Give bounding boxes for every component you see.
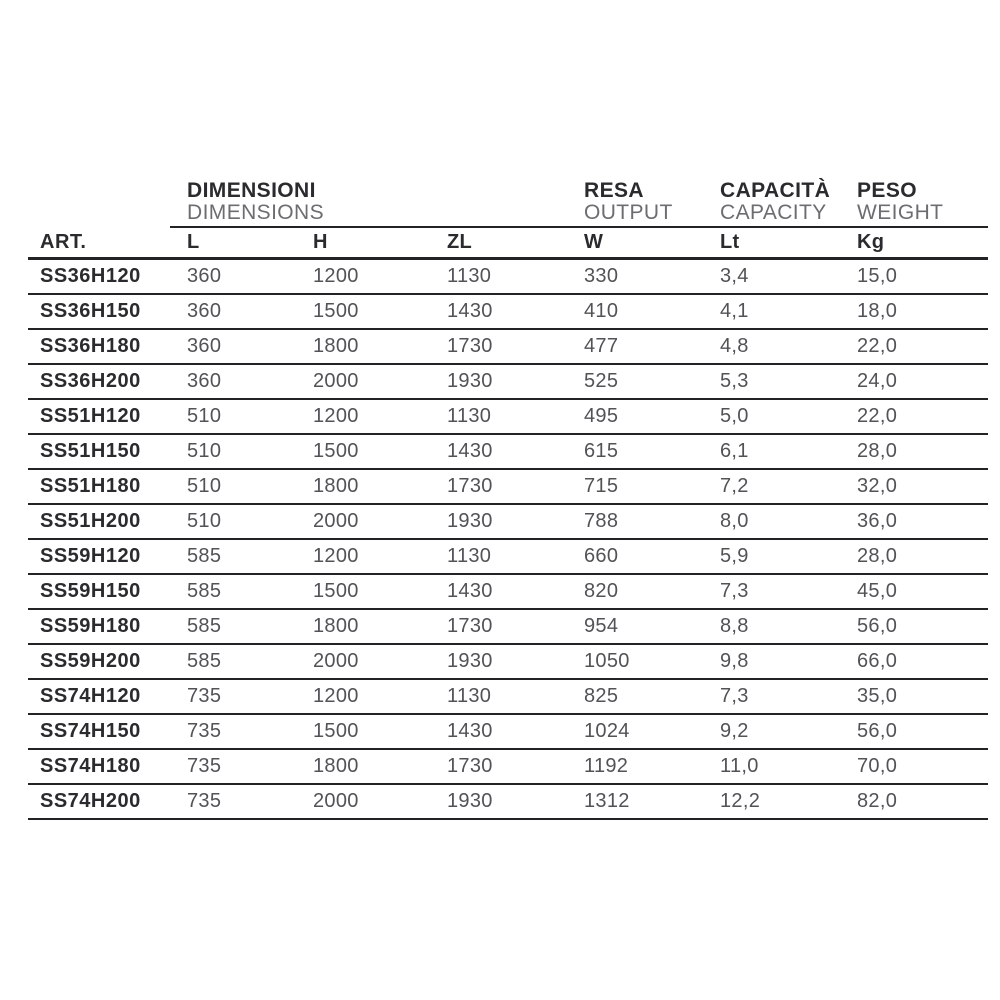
value-cell: 15,0 [857, 265, 898, 287]
table-body [28, 260, 988, 820]
group-label-secondary: DIMENSIONS [187, 201, 325, 224]
column-header-lt: Lt [720, 230, 740, 253]
value-cell: 1430 [447, 580, 493, 602]
value-cell: 56,0 [857, 615, 898, 637]
value-cell: 510 [187, 405, 222, 427]
value-cell: 1024 [584, 720, 630, 742]
spec-table [28, 178, 988, 820]
value-cell: 1430 [447, 440, 493, 462]
value-cell: 735 [187, 720, 222, 742]
value-cell: 45,0 [857, 580, 898, 602]
table-row [28, 645, 988, 680]
value-cell: 1312 [584, 790, 630, 812]
value-cell: 825 [584, 685, 619, 707]
value-cell: 585 [187, 580, 222, 602]
value-cell: 1050 [584, 650, 630, 672]
column-header-kg: Kg [857, 230, 885, 253]
column-header-h: H [313, 230, 328, 253]
value-cell: 70,0 [857, 755, 898, 777]
value-cell: 715 [584, 475, 619, 497]
column-header-zl: ZL [447, 230, 473, 253]
value-cell: 330 [584, 265, 619, 287]
value-cell: 360 [187, 265, 222, 287]
table-row [28, 330, 988, 365]
value-cell: 585 [187, 650, 222, 672]
value-cell: 1930 [447, 790, 493, 812]
value-cell: 1800 [313, 335, 359, 357]
group-label-primary: RESA [584, 179, 644, 202]
value-cell: 820 [584, 580, 619, 602]
table-row [28, 365, 988, 400]
value-cell: 2000 [313, 790, 359, 812]
value-cell: 525 [584, 370, 619, 392]
value-cell: 1800 [313, 475, 359, 497]
value-cell: 8,8 [720, 615, 749, 637]
table-row [28, 750, 988, 785]
value-cell: 1130 [447, 685, 492, 707]
value-cell: 1500 [313, 300, 359, 322]
group-label-secondary: OUTPUT [584, 201, 673, 224]
value-cell: 1430 [447, 720, 493, 742]
value-cell: 615 [584, 440, 619, 462]
value-cell: 1200 [313, 405, 359, 427]
value-cell: 510 [187, 440, 222, 462]
group-label-primary: CAPACITÀ [720, 179, 831, 202]
article-code: SS74H180 [40, 755, 141, 777]
value-cell: 735 [187, 790, 222, 812]
value-cell: 735 [187, 685, 222, 707]
table-header-row [28, 227, 988, 260]
value-cell: 7,2 [720, 475, 749, 497]
value-cell: 660 [584, 545, 619, 567]
value-cell: 36,0 [857, 510, 898, 532]
value-cell: 4,8 [720, 335, 749, 357]
value-cell: 7,3 [720, 580, 749, 602]
value-cell: 5,3 [720, 370, 749, 392]
column-group-weight [857, 178, 988, 227]
column-header-art: ART. [40, 230, 87, 253]
group-label-primary: PESO [857, 179, 917, 202]
value-cell: 360 [187, 335, 222, 357]
value-cell: 82,0 [857, 790, 898, 812]
value-cell: 1430 [447, 300, 493, 322]
value-cell: 5,9 [720, 545, 749, 567]
article-code: SS51H150 [40, 440, 141, 462]
value-cell: 510 [187, 475, 222, 497]
value-cell: 2000 [313, 650, 359, 672]
article-code: SS36H150 [40, 300, 141, 322]
value-cell: 1200 [313, 685, 359, 707]
value-cell: 1930 [447, 510, 493, 532]
table-row [28, 540, 988, 575]
value-cell: 22,0 [857, 405, 898, 427]
value-cell: 2000 [313, 370, 359, 392]
value-cell: 1130 [447, 265, 492, 287]
group-label-primary: DIMENSIONI [187, 179, 316, 202]
table-row [28, 610, 988, 645]
value-cell: 360 [187, 300, 222, 322]
table-row [28, 260, 988, 295]
article-code: SS59H180 [40, 615, 141, 637]
value-cell: 28,0 [857, 545, 898, 567]
value-cell: 1130 [447, 545, 492, 567]
value-cell: 9,2 [720, 720, 749, 742]
table-row [28, 470, 988, 505]
value-cell: 1800 [313, 615, 359, 637]
value-cell: 788 [584, 510, 619, 532]
value-cell: 12,2 [720, 790, 761, 812]
value-cell: 7,3 [720, 685, 749, 707]
column-header-w: W [584, 230, 604, 253]
value-cell: 510 [187, 510, 222, 532]
article-code: SS51H180 [40, 475, 141, 497]
value-cell: 24,0 [857, 370, 898, 392]
column-header-l: L [187, 230, 200, 253]
column-group-header-row [28, 178, 988, 227]
article-code: SS36H200 [40, 370, 141, 392]
value-cell: 1500 [313, 720, 359, 742]
value-cell: 2000 [313, 510, 359, 532]
table-row [28, 295, 988, 330]
value-cell: 9,8 [720, 650, 749, 672]
value-cell: 22,0 [857, 335, 898, 357]
article-code: SS59H120 [40, 545, 141, 567]
value-cell: 410 [584, 300, 619, 322]
article-code: SS74H150 [40, 720, 141, 742]
table-row [28, 435, 988, 470]
value-cell: 56,0 [857, 720, 898, 742]
value-cell: 1730 [447, 335, 493, 357]
value-cell: 4,1 [720, 300, 749, 322]
value-cell: 1200 [313, 265, 359, 287]
value-cell: 28,0 [857, 440, 898, 462]
table-row [28, 400, 988, 435]
value-cell: 1730 [447, 615, 493, 637]
value-cell: 1500 [313, 580, 359, 602]
value-cell: 1930 [447, 650, 493, 672]
value-cell: 735 [187, 755, 222, 777]
table-row [28, 715, 988, 750]
group-label-secondary: WEIGHT [857, 201, 944, 224]
value-cell: 5,0 [720, 405, 749, 427]
value-cell: 6,1 [720, 440, 749, 462]
value-cell: 1200 [313, 545, 359, 567]
value-cell: 1800 [313, 755, 359, 777]
column-group-output [584, 178, 720, 227]
article-code: SS36H180 [40, 335, 141, 357]
value-cell: 1192 [584, 755, 629, 777]
value-cell: 11,0 [720, 755, 759, 777]
table-row [28, 505, 988, 540]
value-cell: 1500 [313, 440, 359, 462]
value-cell: 35,0 [857, 685, 898, 707]
column-group-capacity [720, 178, 857, 227]
table-row [28, 785, 988, 820]
value-cell: 585 [187, 545, 222, 567]
article-code: SS74H200 [40, 790, 141, 812]
value-cell: 8,0 [720, 510, 749, 532]
value-cell: 360 [187, 370, 222, 392]
table-row [28, 575, 988, 610]
article-code: SS51H120 [40, 405, 141, 427]
value-cell: 32,0 [857, 475, 898, 497]
group-underline [170, 226, 988, 228]
value-cell: 1130 [447, 405, 492, 427]
value-cell: 3,4 [720, 265, 749, 287]
value-cell: 1730 [447, 475, 493, 497]
value-cell: 585 [187, 615, 222, 637]
value-cell: 18,0 [857, 300, 898, 322]
value-cell: 495 [584, 405, 619, 427]
article-code: SS59H200 [40, 650, 141, 672]
table-row [28, 680, 988, 715]
article-code: SS36H120 [40, 265, 141, 287]
value-cell: 1930 [447, 370, 493, 392]
value-cell: 477 [584, 335, 619, 357]
group-label-secondary: CAPACITY [720, 201, 827, 224]
article-code: SS74H120 [40, 685, 141, 707]
article-code: SS59H150 [40, 580, 141, 602]
value-cell: 954 [584, 615, 619, 637]
column-group-dimensions [187, 178, 584, 227]
value-cell: 66,0 [857, 650, 898, 672]
article-code: SS51H200 [40, 510, 141, 532]
value-cell: 1730 [447, 755, 493, 777]
